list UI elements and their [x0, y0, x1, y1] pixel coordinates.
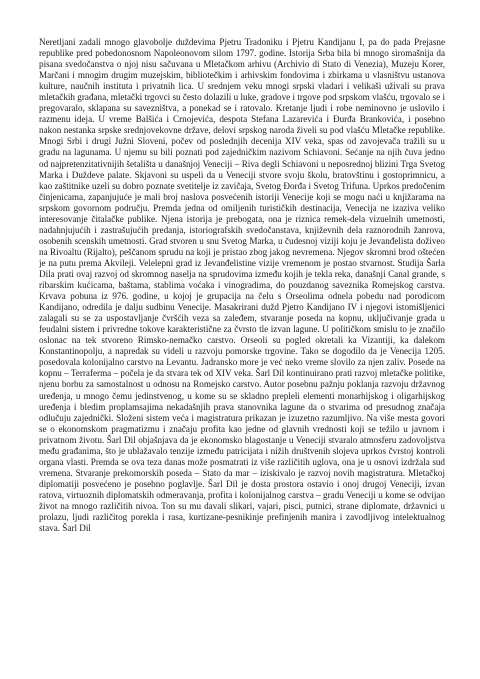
body-paragraph: Neretljani zadali mnogo glavobolje duždevima Pjetru Tradoniku i Pjetru Kandijanu I, pa do pada Prejasne republike pred pobedonosnom Napoleonovom silom 1797. godine. Istorija Srba bila bi mnogo siromašnija da pisana svedočanstva o njoj nisu sačuvana u Mletačkom arhivu (Archivio di Stato di Venezia), Muzeju Korer, Marčani i mnogim drugim muzejskim, bibliotečkim i arhivskim fondovima i zbirkama u vlasništvu ustanova kulture, naučnih instituta i privatnih lica. U srednjem veku mnogi srpski vladari i velikaši uživali su prava mletačkih građana, mletački trgovci su često dolazili u luke, gradove i trgove pod srpskom vlašću, trgovalo se i pregovaralo, sklapana su savezništva, a ponekad se i ratovalo. Kretanje ljudi i robe neminovno je uslovilo i razmenu ideja. U vreme Balšića i Crnojevića, despota Stefana Lazarevića i Đurđa Brankovića, i posebno nakon nestanka srpske srednjovekovne države, delovi srpskog naroda živeli su pod vlašću Mletačke republike. Mnogi Srbi i drugi Južni Sloveni, počev od poslednjih decenija XIV veka, spas od zavojevača tražili su u gradu na lagunama. U njemu su bili poznati pod zajedničkim nazivom Schiavoni. Sećanje na njih čuva jedno od najpretenzitativnijih šetališta u današnjoj Veneciji – Riva degli Schiavoni u neposrednoj blizini Trga Svetog Marka i Duždeve palate. Skjavoni su uspeli da u Veneciji stvore svoju školu, bratovštinu i gostoprimnicu, a kao zaštitnike uzeli su dobro poznate svetitelje iz zavičaja, Svetog Đorđa i Svetog Trifuna. Uprkos predočenim činjenicama, zapanjujuće je mali broj naslova posvećenih istoriji Venecije koji se mogu naći u knjižarama na srpskom govornom području. Premda jedna od omiljenih turističkih destinacija, Venecija ne izaziva veliko interesovanje čitalačke publike. Njena istorija je prebogata, ona je riznica remek-dela vizuelnih umetnosti, nadahnjujućih i zastrašujućih predanja, istoriografskih svedočanstava, književnih dela raznorodnih žanrova, osobenih scenskih umetnosti. Grad stvoren u snu Svetog Marka, u čudesnoj viziji koju je Jevanđelista doživeo na Rivoaltu (Rijalto), peščanom sprudu na koji je pristao zbog jakog nevremena. Njegov skromni brod oštećen je na putu prema Akvileji. Velelepni grad iz Jevanđelistine vizije vremenom je postao stvarnost. Studija Šarla Dila prati ovaj razvoj od skromnog naselja na sprudovima između kojih je tekla reka, današnji Canal grande, s ribarskim kućicama, baštama, stablima voćaka i vinogradima, do pouzdanog saveznika Romejskog carstva. Krvava pobuna iz 976. godine, u kojoj je grupacija na čelu s Orseolima odnela pobedu nad porodicom Kandijano, odredila je dalju sudbinu Venecije. Masakrirani dužd Pjetro Kandijano IV i njegovi istomišljenici zalagali su se za uspostavljanje čvršćih veza sa zaleđem, stvaranje poseda na kopnu, uključivanje grada u feudalni sistem i privredne tokove karakteristične za čvrsto tle izvan lagune. U političkom smislu to je značilo oslonac na tek stvoreno Rimsko-nemačko carstvo. Orseoli su pogled okretali ka Vizantiji, ka dalekom Konstantinopolju, a napredak su videli u razvoju pomorske trgovine. Tako se dogodilo da je Venecija 1205. posedovala kolonijalno carstvo na Levantu. Jadransko more je već neko vreme slovilo za njen zaliv. Posede na kopnu – Terraferma – počela je da stvara tek od XIV veka. Šarl Dil kontinuirano prati razvoj mletačke politike, njenu borbu za samostalnost u odnosu na Romejsko carstvo. Autor posebnu pažnju poklanja razvoju državnog uređenja, u mnogo čemu jedinstvenog, u kome su se skladno prepleli elementi monarhijskog i oligarhijskog uređenja i bledim proplamsajima nekadašnjih prava stanovnika lagune da o stvarima od presudnog značaja odlučuju zajednički. Složeni sistem veća i magistratura prikazan je izuzetno razumljivo. Na više mesta govori se o ekonomskom pragmatizmu i značaju profita kao jedne od glavnih vrednosti koji se težilo u javnom i privatnom životu. Šarl Dil objašnjava da je ekonomsko blagostanje u Veneciji stvaralo atmosferu zadovoljstva među građanima, što je ublažavalo tenzije između patricijata i nižih društvenih slojeva uprkos čvrstoj kontroli organa vlasti. Premda se ova teza danas može posmatrati iz više različitih uglova, ona je u osnovi izdržala sud vremena. Stvaranje prekomorskih poseda – Stato da mar – iziskivalo je razvoj novih magistratura. Mletačkoj diplomatiji posvećeno je posebno poglavlje. Šarl Dil je dosta prostora ostavio i onoj drugoj Veneciji, izvan ratova, virtuoznih diplomatskih odmeravanja, profita i kolonijalnog carstva – gradu Veneciji u kome se odvijao život na mnogo različitih nivoa. Ton su mu davali slikari, vajari, pisci, putnici, strane diplomate, državnici u prolazu, ljudi različitog porekla i rasa, kurtizane-pesnikinje prefinjenih manira i zavodljivog intelektualnog stava. Šarl Dil [39, 37, 445, 534]
document-page [39, 37, 445, 657]
